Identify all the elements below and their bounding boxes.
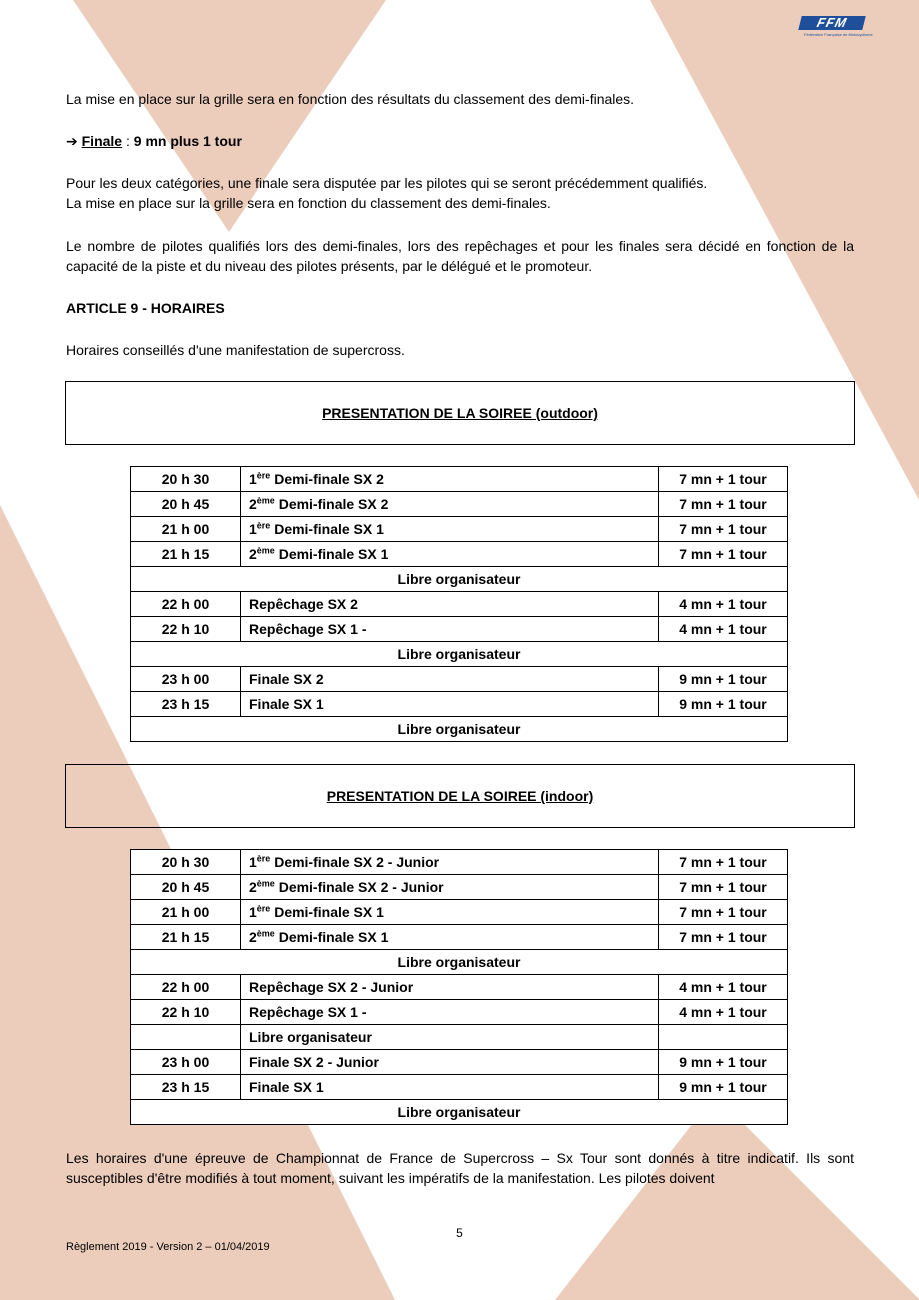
time-cell: 20 h 30 bbox=[131, 850, 241, 875]
time-cell: 20 h 45 bbox=[131, 875, 241, 900]
table-row bbox=[131, 692, 788, 717]
table-row bbox=[131, 617, 788, 642]
event-ordinal: 2 bbox=[249, 879, 257, 895]
article-9-title: ARTICLE 9 - HORAIRES bbox=[66, 300, 225, 316]
time-cell: 23 h 00 bbox=[131, 667, 241, 692]
table-row bbox=[131, 1050, 788, 1075]
time-cell: 23 h 15 bbox=[131, 692, 241, 717]
event-name: Repêchage SX 2 - Junior bbox=[249, 979, 414, 995]
free-slot-cell: Libre organisateur bbox=[131, 642, 788, 667]
free-slot-cell: Libre organisateur bbox=[131, 1100, 788, 1125]
table-row bbox=[131, 667, 788, 692]
table-row bbox=[131, 975, 788, 1000]
page-number: 5 bbox=[456, 1226, 463, 1240]
free-slot-cell: Libre organisateur bbox=[131, 567, 788, 592]
event-cell bbox=[241, 467, 659, 492]
time-cell: 22 h 00 bbox=[131, 592, 241, 617]
ffm-logo-mark: FFM bbox=[798, 16, 865, 30]
duration-cell: 4 mn + 1 tour bbox=[659, 975, 788, 1000]
time-cell: 20 h 45 bbox=[131, 492, 241, 517]
time-cell: 21 h 00 bbox=[131, 900, 241, 925]
outdoor-heading: PRESENTATION DE LA SOIREE (outdoor) bbox=[322, 405, 598, 421]
duration-cell: 7 mn + 1 tour bbox=[659, 467, 788, 492]
event-name: Demi-finale SX 2 - Junior bbox=[270, 854, 440, 870]
event-ordinal-suffix: ère bbox=[256, 853, 271, 864]
event-name: Libre organisateur bbox=[249, 1029, 372, 1045]
duration-cell bbox=[659, 1025, 788, 1050]
event-ordinal: 2 bbox=[249, 546, 257, 562]
event-name: Demi-finale SX 1 bbox=[270, 904, 384, 920]
duration-cell: 7 mn + 1 tour bbox=[659, 900, 788, 925]
event-ordinal: 2 bbox=[249, 496, 257, 512]
paragraph-final-line2: La mise en place sur la grille sera en fonction du classement des demi-finales. bbox=[66, 195, 551, 211]
event-name: Repêchage SX 1 - bbox=[249, 621, 367, 637]
time-cell: 21 h 00 bbox=[131, 517, 241, 542]
duration-cell: 4 mn + 1 tour bbox=[659, 617, 788, 642]
event-name: Finale SX 1 bbox=[249, 696, 324, 712]
table-row bbox=[131, 1025, 788, 1050]
event-name: Repêchage SX 1 - bbox=[249, 1004, 367, 1020]
outdoor-schedule-table bbox=[130, 466, 788, 742]
duration-cell: 7 mn + 1 tour bbox=[659, 850, 788, 875]
free-slot-cell: Libre organisateur bbox=[131, 717, 788, 742]
outdoor-heading-box bbox=[65, 381, 855, 445]
duration-cell: 9 mn + 1 tour bbox=[659, 1050, 788, 1075]
time-cell: 21 h 15 bbox=[131, 542, 241, 567]
event-cell bbox=[241, 1025, 659, 1050]
paragraph-schedule-disclaimer: Les horaires d'une épreuve de Championnat de France de Supercross – Sx Tour sont donnés à titre indicatif. Ils sont susceptibles d'être modifiés à tout moment, suivant les impératifs de la manifestation. Les pilotes doivent bbox=[66, 1150, 854, 1186]
table-row bbox=[131, 467, 788, 492]
time-cell bbox=[131, 1025, 241, 1050]
finale-label: Finale bbox=[81, 133, 123, 149]
indoor-heading-box bbox=[65, 764, 855, 828]
event-ordinal: 1 bbox=[249, 521, 257, 537]
finale-separator: : bbox=[122, 133, 134, 149]
table-row bbox=[131, 875, 788, 900]
time-cell: 22 h 10 bbox=[131, 617, 241, 642]
event-ordinal-suffix: ème bbox=[256, 878, 275, 889]
time-cell: 22 h 00 bbox=[131, 975, 241, 1000]
ffm-logo-tagline: Fédération Française de Motocyclisme bbox=[804, 32, 873, 37]
event-name: Demi-finale SX 1 bbox=[270, 521, 384, 537]
event-ordinal: 1 bbox=[249, 471, 257, 487]
event-cell bbox=[241, 975, 659, 1000]
event-ordinal: 2 bbox=[249, 929, 257, 945]
event-ordinal-suffix: ère bbox=[256, 903, 271, 914]
table-row bbox=[131, 950, 788, 975]
event-cell bbox=[241, 617, 659, 642]
table-row bbox=[131, 1075, 788, 1100]
event-ordinal-suffix: ème bbox=[256, 928, 275, 939]
event-cell bbox=[241, 925, 659, 950]
duration-cell: 9 mn + 1 tour bbox=[659, 1075, 788, 1100]
event-cell bbox=[241, 875, 659, 900]
paragraph-recommended-schedule: Horaires conseillés d'une manifestation de supercross. bbox=[66, 342, 405, 358]
event-name: Demi-finale SX 2 - Junior bbox=[274, 879, 444, 895]
duration-cell: 7 mn + 1 tour bbox=[659, 542, 788, 567]
event-cell bbox=[241, 1000, 659, 1025]
indoor-schedule-table bbox=[130, 849, 788, 1125]
table-row bbox=[131, 492, 788, 517]
ffm-logo bbox=[800, 15, 873, 38]
free-slot-cell: Libre organisateur bbox=[131, 950, 788, 975]
event-ordinal: 1 bbox=[249, 854, 257, 870]
event-cell bbox=[241, 592, 659, 617]
event-cell bbox=[241, 1075, 659, 1100]
time-cell: 22 h 10 bbox=[131, 1000, 241, 1025]
finale-line bbox=[66, 131, 854, 151]
event-name: Demi-finale SX 1 bbox=[274, 929, 389, 945]
duration-cell: 9 mn + 1 tour bbox=[659, 667, 788, 692]
table-row bbox=[131, 925, 788, 950]
event-cell bbox=[241, 692, 659, 717]
duration-cell: 4 mn + 1 tour bbox=[659, 592, 788, 617]
event-cell bbox=[241, 542, 659, 567]
time-cell: 21 h 15 bbox=[131, 925, 241, 950]
paragraph-grid-placement: La mise en place sur la grille sera en fonction des résultats du classement des demi-finales. bbox=[66, 91, 635, 107]
event-cell bbox=[241, 1050, 659, 1075]
table-row bbox=[131, 900, 788, 925]
finale-duration: 9 mn plus 1 tour bbox=[133, 133, 242, 149]
table-row bbox=[131, 542, 788, 567]
table-row bbox=[131, 567, 788, 592]
table-row bbox=[131, 1100, 788, 1125]
event-ordinal-suffix: ème bbox=[256, 495, 275, 506]
table-row bbox=[131, 1000, 788, 1025]
table-row bbox=[131, 850, 788, 875]
event-name: Finale SX 2 - Junior bbox=[249, 1054, 379, 1070]
duration-cell: 7 mn + 1 tour bbox=[659, 925, 788, 950]
paragraph-final-line1: Pour les deux catégories, une finale sera disputée par les pilotes qui se seront précédemment qualifiés. bbox=[66, 175, 708, 191]
event-cell bbox=[241, 517, 659, 542]
time-cell: 20 h 30 bbox=[131, 467, 241, 492]
duration-cell: 7 mn + 1 tour bbox=[659, 875, 788, 900]
event-cell bbox=[241, 492, 659, 517]
indoor-heading: PRESENTATION DE LA SOIREE (indoor) bbox=[326, 788, 594, 804]
event-cell bbox=[241, 667, 659, 692]
table-row bbox=[131, 517, 788, 542]
event-cell bbox=[241, 900, 659, 925]
table-row bbox=[131, 592, 788, 617]
event-name: Demi-finale SX 2 bbox=[270, 471, 384, 487]
event-ordinal-suffix: ère bbox=[256, 470, 271, 481]
table-row bbox=[131, 717, 788, 742]
event-name: Finale SX 2 bbox=[249, 671, 324, 687]
event-ordinal-suffix: ère bbox=[256, 520, 271, 531]
paragraph-qualified-pilots: Le nombre de pilotes qualifiés lors des demi-finales, lors des repêchages et pour les finales sera décidé en fonction de la capacité de la piste et du niveau des pilotes présents, par le délégué et le promoteur. bbox=[66, 238, 854, 274]
duration-cell: 4 mn + 1 tour bbox=[659, 1000, 788, 1025]
arrow-icon: ➔ bbox=[66, 133, 78, 149]
event-name: Repêchage SX 2 bbox=[249, 596, 358, 612]
time-cell: 23 h 00 bbox=[131, 1050, 241, 1075]
event-ordinal-suffix: ème bbox=[256, 545, 275, 556]
event-cell bbox=[241, 850, 659, 875]
event-name: Finale SX 1 bbox=[249, 1079, 324, 1095]
event-name: Demi-finale SX 2 bbox=[274, 496, 389, 512]
document-version: Règlement 2019 - Version 2 – 01/04/2019 bbox=[66, 1241, 270, 1253]
event-name: Demi-finale SX 1 bbox=[274, 546, 389, 562]
time-cell: 23 h 15 bbox=[131, 1075, 241, 1100]
table-row bbox=[131, 642, 788, 667]
duration-cell: 9 mn + 1 tour bbox=[659, 692, 788, 717]
duration-cell: 7 mn + 1 tour bbox=[659, 517, 788, 542]
event-ordinal: 1 bbox=[249, 904, 257, 920]
duration-cell: 7 mn + 1 tour bbox=[659, 492, 788, 517]
